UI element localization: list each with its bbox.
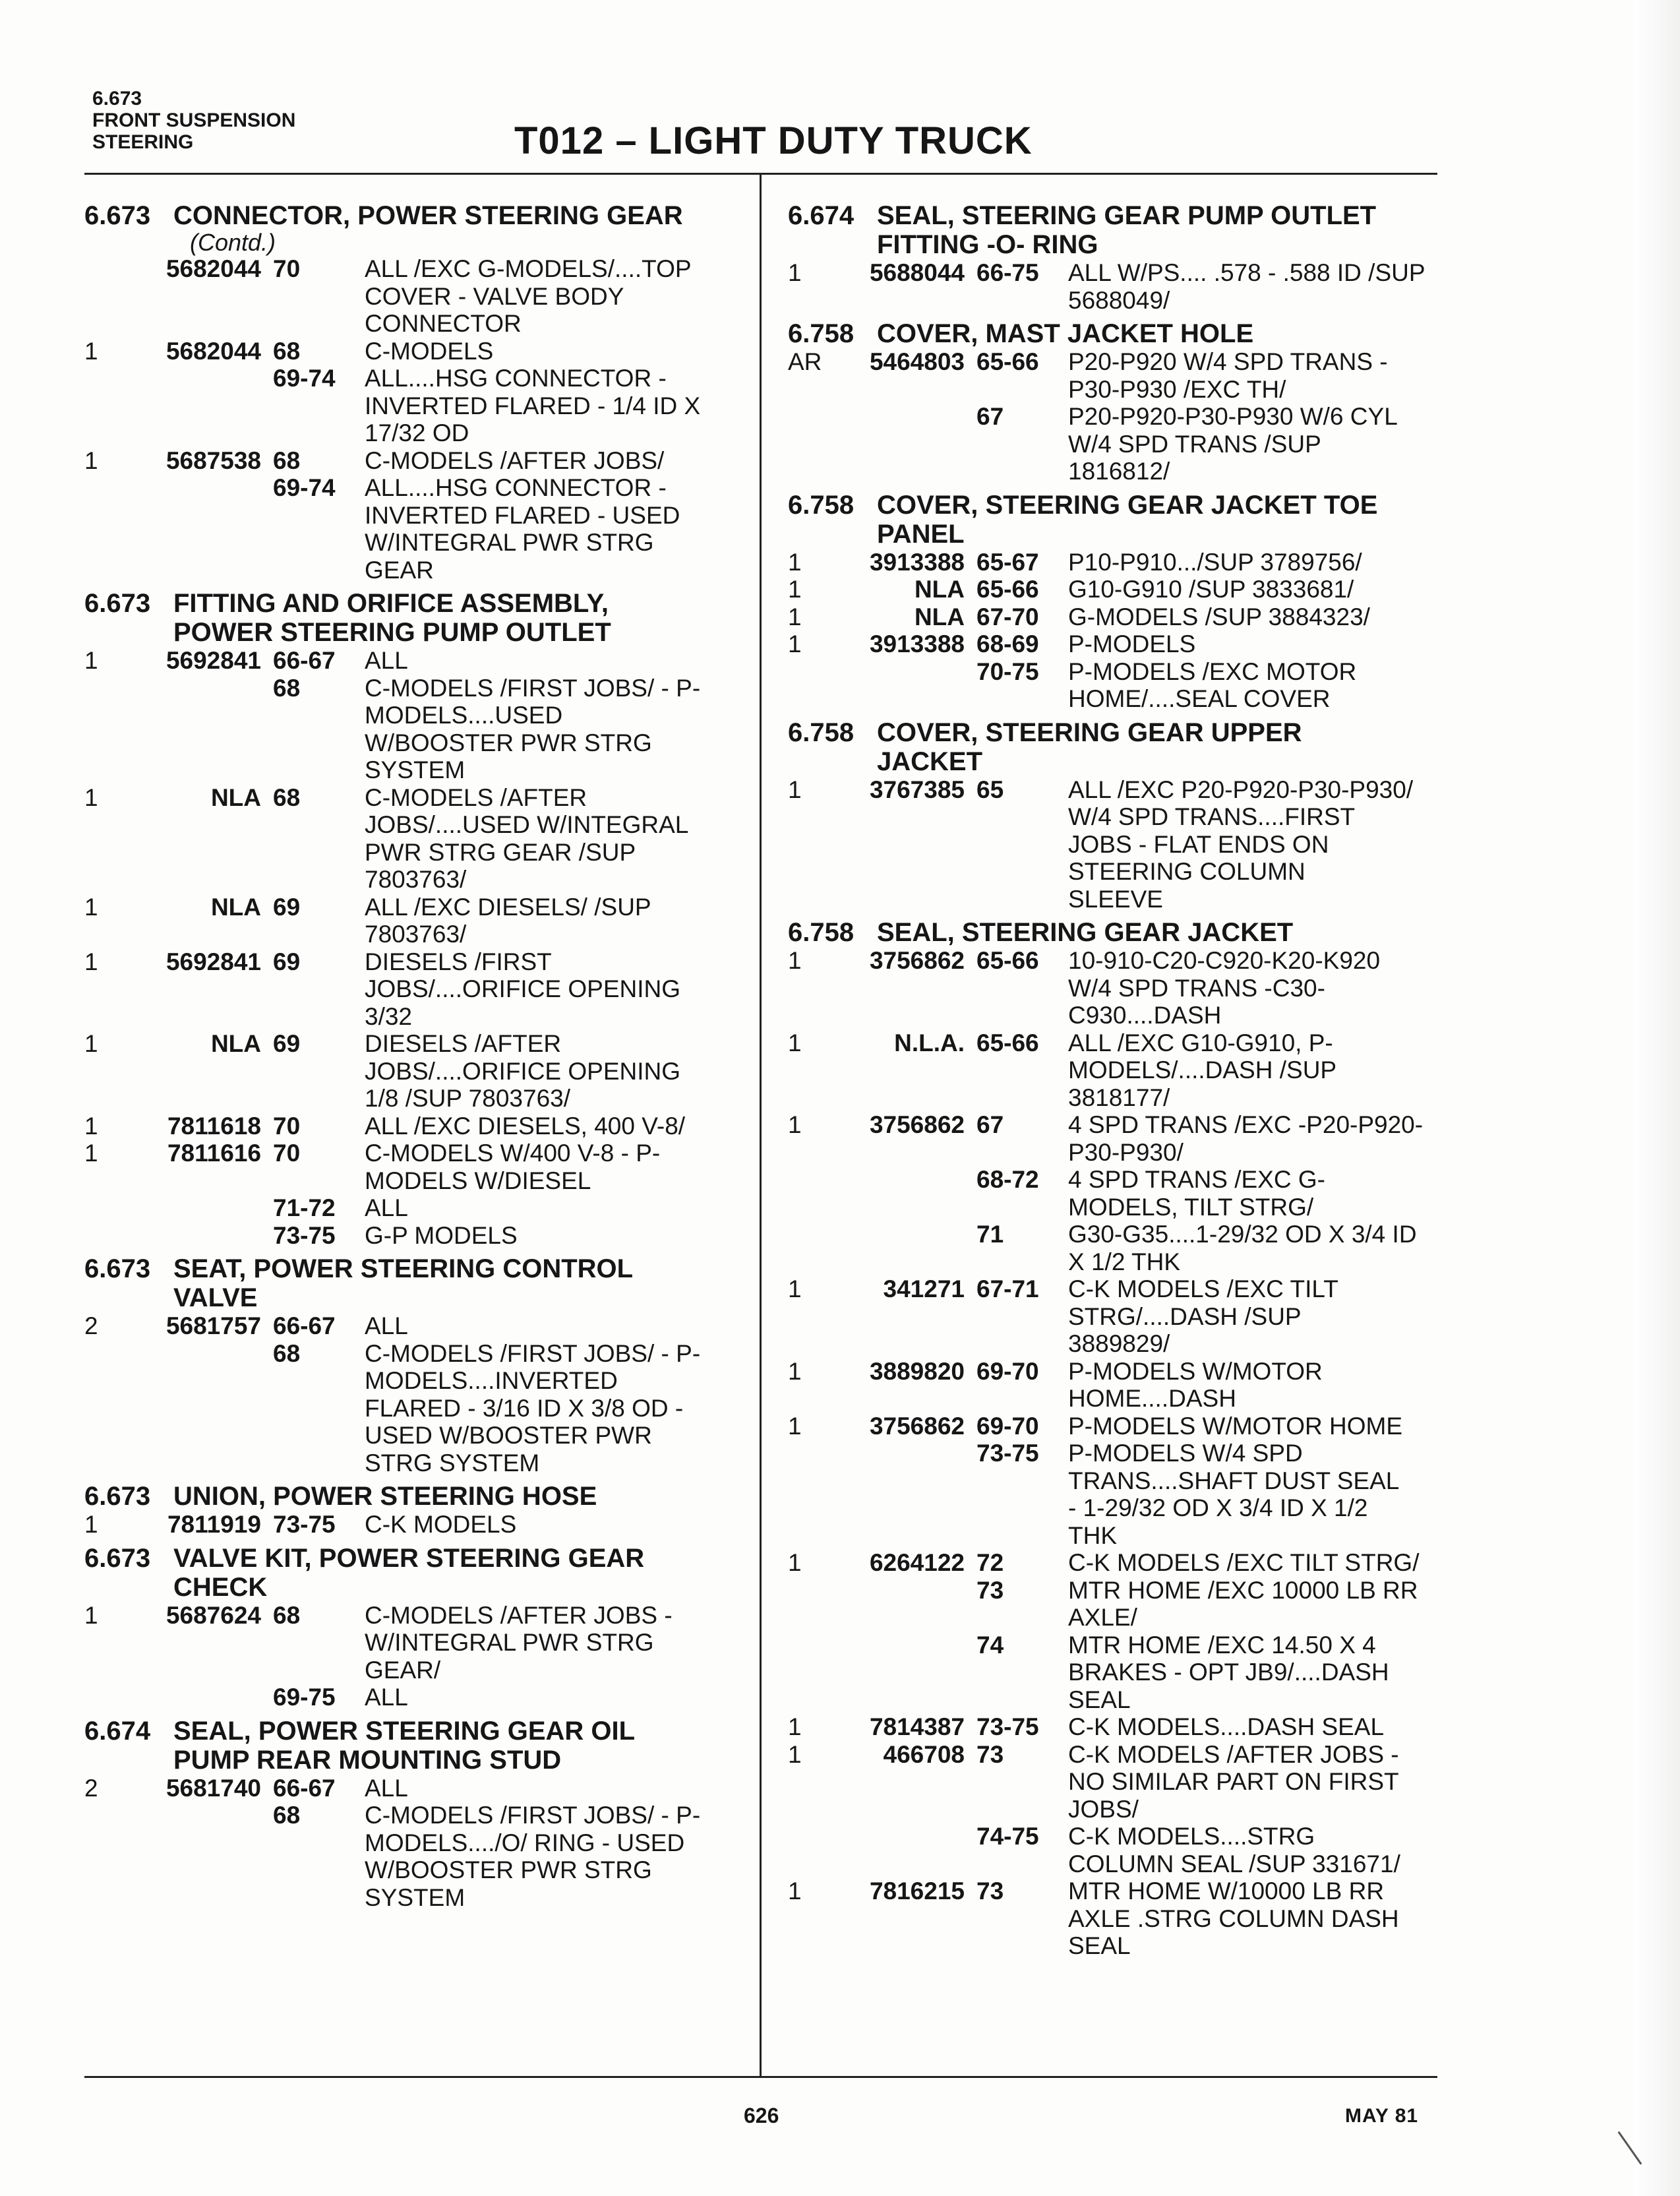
- part-description: C-MODELS /FIRST JOBS/ - P- MODELS....INVERTED FLARED - 3/16 ID X 3/8 OD - USED W/BOOSTER PWR STRG SYSTEM: [365, 1339, 701, 1477]
- part-quantity: 1: [84, 1140, 98, 1167]
- model-years: 69-70: [976, 1412, 1039, 1440]
- part-description: ALL....HSG CONNECTOR - INVERTED FLARED - 1/4 ID X 17/32 OD: [365, 365, 701, 446]
- part-number: 5692841: [165, 948, 261, 975]
- model-years: 71-72: [273, 1194, 336, 1221]
- part-description: C-K MODELS: [365, 1511, 517, 1538]
- part-number: [124, 365, 269, 447]
- model-years: 68: [273, 337, 301, 365]
- parts-section: [84, 1717, 731, 1912]
- part-quantity: 1: [788, 1713, 802, 1740]
- part-description: MTR HOME /EXC 10000 LB RR AXLE/: [1068, 1576, 1418, 1631]
- section-title: COVER, MAST JACKET HOLE: [877, 319, 1254, 348]
- model-years: 73: [976, 1576, 1004, 1604]
- part-number: NLA: [210, 783, 261, 811]
- part-row: [788, 1713, 1434, 1741]
- section-subcategory: STEERING: [92, 131, 194, 153]
- part-description: ALL /EXC DIESELS/ /SUP 7803763/: [365, 893, 651, 948]
- part-number: 3913388: [869, 548, 965, 576]
- model-years: 70: [273, 1112, 301, 1140]
- part-row: [788, 1111, 1434, 1166]
- part-quantity: 1: [788, 630, 802, 657]
- section-header: [84, 1254, 731, 1312]
- model-years: 65-66: [976, 348, 1039, 375]
- part-row: [788, 1632, 1434, 1714]
- section-heading: [92, 88, 295, 153]
- parts-section: [788, 491, 1434, 713]
- section-header: [788, 319, 1434, 348]
- part-row: [788, 1029, 1434, 1112]
- page-number: 626: [744, 2104, 779, 2127]
- model-years: 70-75: [976, 657, 1039, 685]
- part-quantity: [788, 1577, 827, 1632]
- part-number: [827, 1440, 973, 1549]
- part-number: 7814387: [869, 1713, 965, 1740]
- part-number: 341271: [883, 1275, 965, 1302]
- model-years: 73: [976, 1740, 1004, 1768]
- part-description: G-P MODELS: [365, 1221, 518, 1249]
- part-number: 6264122: [869, 1549, 965, 1576]
- part-description: G30-G35....1-29/32 OD X 3/4 ID X 1/2 THK: [1068, 1221, 1417, 1275]
- model-years: 72: [976, 1549, 1004, 1576]
- part-description: ALL: [365, 647, 408, 674]
- part-number: 3767385: [869, 776, 965, 803]
- part-description: ALL /EXC G10-G910, P- MODELS/....DASH /SUP 3818177/: [1068, 1029, 1337, 1111]
- part-description: ALL....HSG CONNECTOR - INVERTED FLARED - USED W/INTEGRAL PWR STRG GEAR: [365, 474, 680, 584]
- part-description: ALL W/PS.... .578 - .588 ID /SUP 5688049/: [1068, 259, 1425, 314]
- part-number: 5682044: [165, 337, 261, 365]
- part-quantity: [84, 1340, 124, 1477]
- part-number: 466708: [883, 1740, 965, 1768]
- part-row: [84, 647, 731, 675]
- part-number: NLA: [914, 576, 965, 603]
- model-years: 66-67: [273, 1774, 336, 1802]
- part-number: 5681757: [165, 1312, 261, 1339]
- parts-section: [84, 1482, 731, 1539]
- part-description: ALL: [365, 1684, 408, 1711]
- section-header: [84, 1544, 731, 1602]
- section-category: FRONT SUSPENSION: [92, 109, 296, 131]
- model-years: 68: [273, 1339, 301, 1367]
- model-years: 65-66: [976, 576, 1039, 603]
- part-quantity: 1: [788, 1275, 802, 1302]
- part-row: [84, 784, 731, 894]
- part-row: [788, 1823, 1434, 1877]
- model-years: 65: [976, 776, 1004, 803]
- part-row: [84, 1802, 731, 1911]
- part-description: C-MODELS /AFTER JOBS/....USED W/INTEGRAL PWR STRG GEAR /SUP 7803763/: [365, 783, 689, 893]
- part-description: C-K MODELS /EXC TILT STRG/: [1068, 1549, 1420, 1576]
- part-row: [788, 1358, 1434, 1413]
- model-years: 71: [976, 1221, 1004, 1248]
- part-description: P-MODELS: [1068, 630, 1196, 657]
- part-quantity: 1: [788, 576, 802, 603]
- part-description: G10-G910 /SUP 3833681/: [1068, 576, 1354, 603]
- model-years: 66-67: [273, 1312, 336, 1339]
- part-description: P20-P920 W/4 SPD TRANS - P30-P930 /EXC TH/: [1068, 348, 1388, 403]
- part-row: [84, 894, 731, 948]
- model-years: 65-66: [976, 947, 1039, 974]
- parts-section: [788, 718, 1434, 913]
- part-quantity: [788, 1632, 827, 1714]
- part-row: [788, 603, 1434, 631]
- part-row: [84, 1602, 731, 1684]
- part-number: 7811616: [167, 1140, 261, 1167]
- section-header: [84, 589, 731, 647]
- section-code: 6.674: [84, 1716, 151, 1746]
- page-title: T012 – LIGHT DUTY TRUCK: [514, 119, 1033, 162]
- part-description: C-MODELS: [365, 337, 494, 365]
- part-description: P20-P920-P30-P930 W/6 CYL W/4 SPD TRANS /SUP 1816812/: [1068, 403, 1398, 485]
- part-number: 5464803: [869, 348, 965, 375]
- part-quantity: 1: [788, 1549, 802, 1576]
- part-row: [788, 576, 1434, 603]
- part-row: [84, 1030, 731, 1113]
- part-description: C-K MODELS /AFTER JOBS - NO SIMILAR PART ON FIRST JOBS/: [1068, 1740, 1399, 1823]
- part-quantity: [788, 403, 827, 485]
- part-description: C-MODELS /AFTER JOBS - W/INTEGRAL PWR STRG GEAR/: [365, 1601, 673, 1684]
- part-row: [84, 255, 731, 338]
- model-years: 73-75: [976, 1713, 1039, 1740]
- part-row: [788, 259, 1434, 314]
- part-description: P-MODELS W/4 SPD TRANS....SHAFT DUST SEAL - 1-29/32 OD X 3/4 ID X 1/2 THK: [1068, 1440, 1400, 1549]
- part-quantity: [84, 1222, 124, 1250]
- part-row: [84, 474, 731, 584]
- part-description: 4 SPD TRANS /EXC -P20-P920- P30-P930/: [1068, 1111, 1424, 1166]
- model-years: 68-69: [976, 630, 1039, 657]
- section-title: SEAL, STEERING GEAR JACKET: [877, 918, 1294, 947]
- model-years: 68: [273, 783, 301, 811]
- part-number: [124, 1340, 269, 1477]
- part-quantity: 1: [84, 1112, 98, 1140]
- part-row: [788, 1577, 1434, 1632]
- part-number: 7811618: [167, 1112, 261, 1140]
- part-row: [84, 1511, 731, 1539]
- part-quantity: 1: [788, 947, 802, 974]
- part-description: P-MODELS /EXC MOTOR HOME/....SEAL COVER: [1068, 657, 1357, 712]
- part-row: [788, 1166, 1434, 1221]
- model-years: 68: [273, 446, 301, 474]
- model-years: 69-70: [976, 1357, 1039, 1385]
- part-number: [124, 1194, 269, 1222]
- part-number: [124, 675, 269, 784]
- part-row: [788, 1440, 1434, 1549]
- section-header: [788, 718, 1434, 776]
- part-description: C-K MODELS....STRG COLUMN SEAL /SUP 331671/: [1068, 1823, 1400, 1877]
- page-edge: [1634, 0, 1680, 2196]
- part-number: 5687624: [165, 1601, 261, 1629]
- part-row: [84, 1113, 731, 1140]
- parts-section: [788, 319, 1434, 485]
- part-description: ALL: [365, 1774, 408, 1802]
- part-quantity: 1: [788, 1357, 802, 1385]
- model-years: 67-71: [976, 1275, 1039, 1302]
- part-quantity: 1: [84, 1030, 98, 1057]
- section-code: 6.758: [788, 918, 855, 947]
- part-row: [788, 630, 1434, 658]
- part-quantity: [788, 658, 827, 713]
- part-number: [827, 1166, 973, 1221]
- part-row: [84, 1194, 731, 1222]
- part-number: [124, 1684, 269, 1711]
- section-title: VALVE KIT, POWER STEERING GEAR CHECK: [173, 1543, 645, 1602]
- part-quantity: 1: [788, 1412, 802, 1440]
- part-row: [84, 1312, 731, 1340]
- part-number: 7816215: [869, 1877, 965, 1905]
- model-years: 66-67: [273, 647, 336, 674]
- part-number: [827, 1221, 973, 1275]
- model-years: 69-74: [273, 365, 336, 392]
- section-title: COVER, STEERING GEAR UPPER JACKET: [877, 717, 1302, 776]
- part-description: C-MODELS /FIRST JOBS/ - P- MODELS....USED W/BOOSTER PWR STRG SYSTEM: [365, 674, 701, 783]
- part-number: [827, 658, 973, 713]
- model-years: 73-75: [273, 1221, 336, 1249]
- part-description: 10-910-C20-C920-K20-K920 W/4 SPD TRANS -C30- C930....DASH: [1068, 947, 1381, 1029]
- model-years: 69: [273, 1030, 301, 1057]
- part-description: C-K MODELS /EXC TILT STRG/....DASH /SUP 3889829/: [1068, 1275, 1338, 1357]
- part-quantity: 2: [84, 1312, 98, 1339]
- part-description: ALL: [365, 1312, 408, 1339]
- part-row: [788, 947, 1434, 1029]
- part-number: 5688044: [869, 259, 965, 286]
- part-row: [84, 948, 731, 1031]
- part-row: [84, 1775, 731, 1802]
- part-description: ALL /EXC P20-P920-P30-P930/ W/4 SPD TRANS....FIRST JOBS - FLAT ENDS ON STEERING COLUMN SLEEVE: [1068, 776, 1414, 913]
- model-years: 68: [273, 674, 301, 702]
- part-number: [827, 1632, 973, 1714]
- part-row: [788, 549, 1434, 576]
- right-column: [788, 201, 1434, 1965]
- part-description: MTR HOME /EXC 14.50 X 4 BRAKES - OPT JB9/....DASH SEAL: [1068, 1631, 1389, 1713]
- part-quantity: [788, 1166, 827, 1221]
- model-years: 74: [976, 1631, 1004, 1659]
- section-code: 6.674: [788, 201, 855, 230]
- part-quantity: 1: [788, 259, 802, 286]
- part-quantity: [788, 1440, 827, 1549]
- model-years: 68: [273, 1601, 301, 1629]
- part-description: C-MODELS /FIRST JOBS/ - P- MODELS..../O/ RING - USED W/BOOSTER PWR STRG SYSTEM: [365, 1802, 701, 1911]
- part-quantity: 1: [788, 1877, 802, 1905]
- part-quantity: AR: [788, 348, 822, 375]
- section-code: 6.758: [788, 717, 855, 747]
- model-years: 69: [273, 948, 301, 975]
- section-code: 6.673: [84, 1543, 151, 1573]
- section-code: 6.673: [84, 1482, 151, 1511]
- part-number: 3889820: [869, 1357, 965, 1385]
- part-number: [124, 1222, 269, 1250]
- part-quantity: [84, 1802, 124, 1911]
- part-row: [788, 658, 1434, 713]
- part-description: P10-P910.../SUP 3789756/: [1068, 548, 1362, 576]
- part-row: [84, 1222, 731, 1250]
- model-years: 68: [273, 1802, 301, 1829]
- part-description: ALL /EXC G-MODELS/....TOP COVER - VALVE BODY CONNECTOR: [365, 255, 692, 337]
- model-years: 67-70: [976, 603, 1039, 630]
- part-row: [788, 1549, 1434, 1577]
- part-number: 5692841: [165, 647, 261, 674]
- parts-section: [84, 1254, 731, 1477]
- model-years: 65-66: [976, 1029, 1039, 1056]
- model-years: 66-75: [976, 259, 1039, 286]
- part-row: [788, 1275, 1434, 1358]
- section-header: [788, 201, 1434, 259]
- parts-section: [788, 918, 1434, 1960]
- part-row: [788, 776, 1434, 913]
- part-row: [788, 348, 1434, 403]
- part-description: C-MODELS W/400 V-8 - P- MODELS W/DIESEL: [365, 1140, 661, 1194]
- section-title: SEAT, POWER STEERING CONTROL VALVE: [173, 1254, 634, 1312]
- part-description: DIESELS /FIRST JOBS/....ORIFICE OPENING 3/32: [365, 948, 681, 1030]
- section-code: 6.673: [84, 589, 151, 618]
- section-number: 6.673: [92, 88, 142, 109]
- part-number: NLA: [210, 1030, 261, 1057]
- section-title: COVER, STEERING GEAR JACKET TOE PANEL: [877, 490, 1378, 549]
- part-number: 5687538: [165, 446, 261, 474]
- part-number: [827, 403, 973, 485]
- part-quantity: 1: [84, 948, 98, 975]
- model-years: 69-74: [273, 474, 336, 501]
- part-number: NLA: [210, 893, 261, 921]
- model-years: 70: [273, 1140, 301, 1167]
- part-quantity: 1: [84, 1511, 98, 1538]
- part-quantity: 2: [84, 1774, 98, 1802]
- part-quantity: 1: [84, 1601, 98, 1629]
- model-years: 67: [976, 403, 1004, 430]
- part-row: [788, 1413, 1434, 1440]
- part-number: [827, 1577, 973, 1632]
- part-quantity: 1: [788, 548, 802, 576]
- part-row: [788, 403, 1434, 485]
- part-quantity: 1: [788, 1111, 802, 1138]
- section-header: [84, 1482, 731, 1511]
- section-header: [788, 491, 1434, 549]
- section-code: 6.673: [84, 201, 151, 230]
- part-description: G-MODELS /SUP 3884323/: [1068, 603, 1370, 630]
- part-quantity: 1: [84, 783, 98, 811]
- part-quantity: [788, 1221, 827, 1275]
- section-title: UNION, POWER STEERING HOSE: [173, 1482, 597, 1511]
- part-description: 4 SPD TRANS /EXC G- MODELS, TILT STRG/: [1068, 1166, 1325, 1221]
- part-quantity: 1: [788, 603, 802, 630]
- part-number: NLA: [914, 603, 965, 630]
- part-number: 3756862: [869, 1111, 965, 1138]
- section-title: SEAL, POWER STEERING GEAR OIL PUMP REAR MOUNTING STUD: [173, 1716, 636, 1775]
- part-quantity: 1: [788, 1740, 802, 1768]
- part-row: [788, 1877, 1434, 1960]
- section-title: CONNECTOR, POWER STEERING GEAR: [173, 201, 683, 230]
- part-quantity: 1: [84, 647, 98, 674]
- parts-section: [84, 201, 731, 584]
- part-quantity: 1: [788, 776, 802, 803]
- parts-section: [788, 201, 1434, 314]
- section-header: [84, 1717, 731, 1775]
- section-code: 6.758: [788, 490, 855, 520]
- section-header: [788, 918, 1434, 947]
- model-years: 69-75: [273, 1684, 336, 1711]
- part-number: 3756862: [869, 1412, 965, 1440]
- part-row: [788, 1221, 1434, 1275]
- print-date: MAY 81: [1345, 2105, 1419, 2127]
- section-code: 6.673: [84, 1254, 151, 1283]
- model-years: 70: [273, 255, 301, 282]
- part-quantity: [788, 1823, 827, 1877]
- part-quantity: [84, 255, 124, 338]
- model-years: 67: [976, 1111, 1004, 1138]
- part-row: [788, 1741, 1434, 1823]
- section-continued: (Contd.): [190, 229, 276, 256]
- part-description: P-MODELS W/MOTOR HOME....DASH: [1068, 1357, 1323, 1412]
- part-number: 3913388: [869, 630, 965, 657]
- model-years: 69: [273, 893, 301, 921]
- part-row: [84, 365, 731, 447]
- left-column: [84, 201, 731, 1916]
- part-row: [84, 1340, 731, 1477]
- part-description: DIESELS /AFTER JOBS/....ORIFICE OPENING 1/8 /SUP 7803763/: [365, 1030, 681, 1112]
- part-row: [84, 338, 731, 365]
- part-quantity: [84, 1684, 124, 1711]
- part-quantity: [84, 1194, 124, 1222]
- bottom-rule: [84, 2076, 1437, 2078]
- model-years: 68-72: [976, 1166, 1039, 1193]
- model-years: 73-75: [976, 1440, 1039, 1467]
- part-row: [84, 675, 731, 784]
- model-years: 65-67: [976, 548, 1039, 576]
- part-number: [124, 474, 269, 584]
- part-description: P-MODELS W/MOTOR HOME: [1068, 1412, 1403, 1440]
- part-description: MTR HOME W/10000 LB RR AXLE .STRG COLUMN DASH SEAL: [1068, 1877, 1399, 1959]
- part-quantity: 1: [84, 893, 98, 921]
- part-description: ALL /EXC DIESELS, 400 V-8/: [365, 1112, 686, 1140]
- parts-section: [84, 1544, 731, 1711]
- section-code: 6.758: [788, 319, 855, 348]
- part-number: 5681740: [165, 1774, 261, 1802]
- model-years: 73: [976, 1877, 1004, 1905]
- part-description: C-MODELS /AFTER JOBS/: [365, 446, 665, 474]
- part-number: N.L.A.: [894, 1029, 965, 1056]
- part-quantity: [84, 474, 124, 584]
- part-quantity: 1: [84, 337, 98, 365]
- model-years: 73-75: [273, 1511, 336, 1538]
- part-row: [84, 447, 731, 475]
- parts-section: [84, 589, 731, 1249]
- part-quantity: [84, 675, 124, 784]
- model-years: 74-75: [976, 1823, 1039, 1850]
- section-title: SEAL, STEERING GEAR PUMP OUTLET FITTING -O- RING: [877, 201, 1377, 259]
- part-quantity: 1: [84, 446, 98, 474]
- part-description: ALL: [365, 1194, 408, 1221]
- part-quantity: [84, 365, 124, 447]
- part-description: C-K MODELS....DASH SEAL: [1068, 1713, 1385, 1740]
- part-number: [124, 1802, 269, 1911]
- part-row: [84, 1684, 731, 1711]
- part-number: 7811919: [167, 1511, 261, 1538]
- part-row: [84, 1140, 731, 1194]
- section-title: FITTING AND ORIFICE ASSEMBLY, POWER STEERING PUMP OUTLET: [173, 589, 611, 647]
- part-number: 3756862: [869, 947, 965, 974]
- section-header: [84, 201, 731, 230]
- part-number: [827, 1823, 973, 1877]
- column-divider: [760, 173, 762, 2077]
- part-quantity: 1: [788, 1029, 802, 1056]
- part-number: 5682044: [165, 255, 261, 282]
